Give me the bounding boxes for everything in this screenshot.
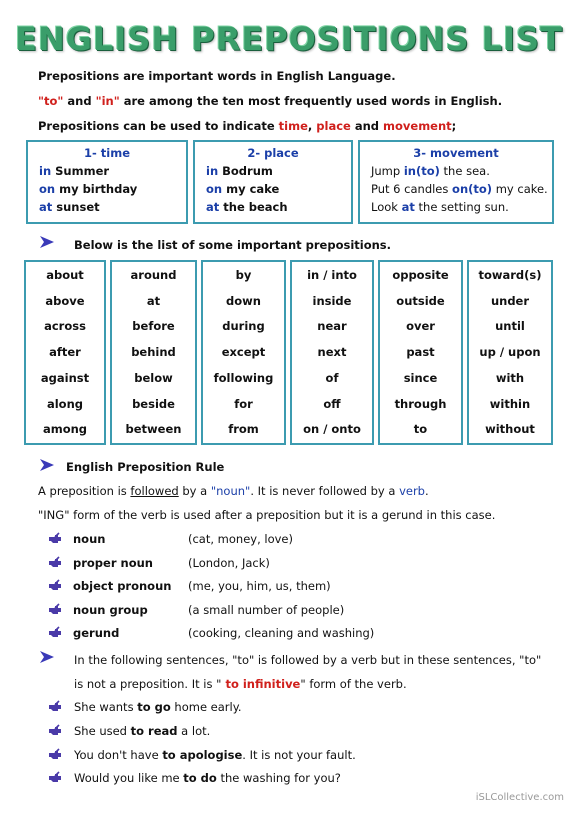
rule-item-example: (cooking, cleaning and washing) [188, 626, 375, 641]
movement-row [371, 200, 552, 214]
preposition-word: during [222, 319, 265, 334]
rule-item-example: (me, you, him, us, them) [188, 579, 331, 594]
pointing-hand-icon [48, 532, 62, 546]
preposition-word: until [495, 319, 525, 334]
preposition-word: between [125, 422, 182, 437]
preposition-word: on / onto [303, 422, 361, 437]
movement-word: movement [383, 119, 452, 133]
preposition-word: from [228, 422, 259, 437]
intro3-comma: , [307, 119, 317, 133]
preposition-word: of [325, 370, 339, 385]
in-word: "in" [95, 94, 120, 108]
rule-item-name: proper noun [73, 555, 153, 570]
example-text: sunset [52, 200, 100, 214]
place-box [193, 140, 353, 224]
example-text: the setting sun. [414, 200, 509, 214]
preposition-word: since [403, 370, 438, 385]
place-heading: 2- place [247, 146, 299, 160]
verb-word: verb [399, 484, 425, 498]
preposition-word: along [46, 396, 84, 411]
rule-heading: English Preposition Rule [66, 460, 225, 474]
prep-keyword: in [206, 164, 219, 178]
preposition-word: under [490, 293, 530, 308]
preposition-word: below [134, 370, 173, 385]
intro-line-1: Prepositions are important words in English Language. [38, 69, 396, 83]
prep-keyword: in [39, 164, 52, 178]
intro3-and: and [350, 119, 384, 133]
pointing-hand-icon [48, 700, 62, 714]
preposition-word: around [130, 268, 177, 282]
place-row [206, 200, 351, 214]
prep-keyword: on [39, 182, 56, 196]
preposition-word: down [226, 293, 261, 308]
infinitive-phrase: to go [137, 700, 171, 714]
preposition-word: toward(s) [478, 268, 542, 282]
prep-keyword: at [206, 200, 220, 214]
place-row [206, 164, 351, 178]
preposition-word: off [323, 396, 341, 411]
preposition-word: to [413, 422, 428, 437]
preposition-word: for [234, 396, 253, 411]
example-text: She wants [74, 700, 138, 714]
to-word: "to" [38, 94, 64, 108]
example-text: my cake. [492, 182, 548, 196]
rule1-a: A preposition is [38, 484, 131, 498]
inf2-a: is not a preposition. It is " [74, 677, 222, 691]
preposition-word: before [132, 319, 175, 334]
list-intro: Below is the list of some important prepositions. [74, 238, 392, 252]
example-text: Look [371, 200, 402, 214]
movement-box [358, 140, 554, 224]
arrow-bullet-icon [40, 236, 54, 248]
preposition-word: in / into [307, 268, 357, 282]
infinitive-phrase: to do [183, 771, 217, 786]
preposition-column [467, 260, 553, 445]
rule-item-name: noun [73, 532, 106, 546]
rule-line-1 [38, 484, 429, 498]
preposition-word: past [406, 345, 435, 360]
movement-row [371, 164, 552, 178]
rule-item-example: (cat, money, love) [188, 532, 293, 546]
to-infinitive-word: to infinitive [221, 677, 301, 691]
pointing-hand-icon [48, 771, 62, 785]
pointing-hand-icon [48, 626, 62, 640]
pointing-hand-icon [48, 724, 62, 738]
infinitive-example [74, 748, 356, 762]
example-text: Would you like me [74, 771, 184, 786]
preposition-word: after [49, 345, 81, 360]
preposition-word: with [495, 370, 525, 385]
rule1-b: by a [178, 484, 211, 498]
infinitive-line-2 [74, 677, 407, 691]
preposition-word: by [235, 268, 252, 282]
example-text: Summer [51, 164, 110, 178]
preposition-word: without [485, 422, 535, 437]
preposition-word: about [46, 268, 84, 282]
preposition-word: inside [312, 293, 352, 308]
example-text: a lot. [177, 723, 211, 738]
preposition-word: across [44, 319, 86, 334]
example-text: the beach [219, 200, 288, 214]
movement-row [371, 182, 552, 196]
prep-keyword: in(to) [403, 164, 440, 178]
example-text: Jump [371, 164, 404, 178]
preposition-column [378, 260, 463, 445]
preposition-word: through [394, 396, 447, 411]
infinitive-phrase: to read [130, 723, 178, 738]
place-row [206, 182, 351, 196]
pointing-hand-icon [48, 603, 62, 617]
preposition-column [290, 260, 374, 445]
example-text: . It is not your fault. [242, 747, 356, 762]
rule-item-name: object pronoun [73, 579, 172, 594]
rule-line-2: "ING" form of the verb is used after a preposition but it is a gerund in this case. [38, 508, 496, 522]
infinitive-phrase: to apologise [162, 747, 243, 762]
time-row [39, 200, 186, 214]
infinitive-example [74, 700, 242, 714]
preposition-word: near [317, 319, 347, 334]
pointing-hand-icon [48, 556, 62, 570]
preposition-column [201, 260, 286, 445]
preposition-word: next [317, 345, 347, 360]
intro3-a: Prepositions can be used to indicate [38, 119, 279, 133]
rule1-d: . [425, 484, 429, 498]
preposition-word: except [221, 345, 266, 360]
noun-word: "noun" [210, 484, 251, 498]
pointing-hand-icon [48, 579, 62, 593]
prep-keyword: at [401, 200, 415, 214]
preposition-word: opposite [392, 268, 449, 282]
time-heading: 1- time [84, 146, 130, 160]
movement-heading: 3- movement [413, 146, 499, 160]
example-text: Bodrum [218, 164, 273, 178]
preposition-word: above [45, 293, 85, 308]
inf2-b: " form of the verb. [300, 677, 407, 691]
preposition-word: over [406, 319, 435, 334]
example-text: Put 6 candles [371, 182, 453, 196]
intro3-end: ; [451, 119, 457, 133]
preposition-column [24, 260, 106, 445]
rule-item-name: noun group [73, 602, 148, 617]
arrow-bullet-icon [40, 459, 54, 471]
preposition-word: among [42, 422, 88, 437]
prep-keyword: on(to) [452, 182, 493, 196]
preposition-word: beside [132, 396, 175, 411]
preposition-word: outside [396, 293, 445, 308]
preposition-word: against [40, 370, 90, 385]
watermark: iSLCollective.com [475, 792, 564, 803]
place-word: place [316, 119, 351, 133]
preposition-word: within [489, 396, 531, 411]
example-text: She used [74, 723, 131, 738]
rule1-c: . It is never followed by a [250, 484, 400, 498]
rule-item-name: gerund [73, 626, 120, 641]
intro-rest: are among the ten most frequently used words in English. [119, 94, 503, 108]
preposition-column [110, 260, 197, 445]
prep-keyword: at [39, 200, 53, 214]
time-word: time [278, 119, 308, 133]
example-text: You don't have [74, 747, 163, 762]
intro-and: and [63, 94, 96, 108]
time-row [39, 182, 186, 196]
preposition-word: at [146, 293, 161, 308]
example-text: my birthday [55, 182, 138, 196]
example-text: home early. [170, 700, 242, 714]
example-text: the washing for you? [216, 771, 341, 786]
intro-line-2 [38, 94, 502, 108]
arrow-bullet-icon [40, 651, 54, 663]
infinitive-example [74, 771, 341, 785]
example-text: the sea. [439, 164, 490, 178]
prep-keyword: on [206, 182, 223, 196]
example-text: my cake [222, 182, 280, 196]
time-box [26, 140, 188, 224]
preposition-word: behind [131, 345, 176, 360]
preposition-word: following [213, 370, 274, 385]
followed-word: followed [130, 484, 179, 498]
pointing-hand-icon [48, 748, 62, 762]
rule-item-example: (a small number of people) [188, 602, 345, 617]
intro-line-3 [38, 119, 456, 133]
page-title: ENGLISH PREPOSITIONS LIST [15, 20, 563, 58]
rule-item-example: (London, Jack) [188, 555, 270, 570]
preposition-word: up / upon [479, 345, 541, 360]
time-row [39, 164, 186, 178]
infinitive-example [74, 724, 210, 738]
infinitive-line-1: In the following sentences, "to" is followed by a verb but in these sentences, "to" [74, 653, 542, 667]
